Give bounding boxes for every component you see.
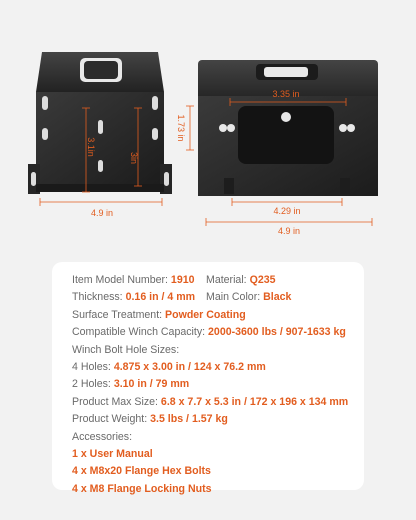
- accessories-label: Accessories:: [72, 430, 133, 443]
- spec-row-weight: [72, 411, 364, 428]
- accessory-hex-bolts: 4 x M8x20 Flange Hex Bolts: [72, 465, 211, 478]
- thickness-label: Thickness:: [72, 291, 123, 304]
- right-bracket-image: [198, 60, 378, 196]
- left-height-inner-label: 3in: [129, 151, 139, 165]
- spec-row-thickness-color: [72, 289, 364, 306]
- left-height-outer-label: 3.1in: [86, 137, 96, 157]
- hole-sizes-label: Winch Bolt Hole Sizes:: [72, 343, 180, 356]
- accessory-item: [72, 481, 364, 498]
- model-label: Item Model Number:: [72, 274, 168, 286]
- surface-label: Surface Treatment:: [72, 308, 163, 321]
- weight-label: Product Weight:: [72, 413, 148, 426]
- spec-row-max-size: [72, 394, 364, 411]
- four-holes-label: 4 Holes:: [72, 361, 111, 374]
- two-holes-value: 3.10 in / 79 mm: [113, 378, 190, 391]
- color-label: Main Color:: [206, 291, 261, 304]
- accessory-user-manual: 1 x User Manual: [72, 448, 153, 461]
- spec-row-four-holes: [72, 359, 364, 376]
- spec-row-accessories: [72, 429, 364, 446]
- accessory-locking-nuts: 4 x M8 Flange Locking Nuts: [72, 482, 212, 495]
- max-size-label: Product Max Size:: [72, 395, 158, 408]
- right-outer-width-label: 4.9 in: [277, 226, 301, 236]
- spec-row-hole-sizes: [72, 342, 364, 359]
- right-inner-width-label: 4.29 in: [273, 206, 301, 216]
- four-holes-value: 4.875 x 3.00 in / 124 x 76.2 mm: [113, 361, 266, 374]
- spec-row-two-holes: [72, 376, 364, 393]
- left-bracket-image: [28, 52, 172, 194]
- specifications-card: [52, 262, 364, 495]
- model-value: 1910: [170, 274, 195, 286]
- product-dimension-figure: [0, 0, 416, 250]
- right-height-label: 1.73 in: [176, 114, 186, 142]
- surface-value: Powder Coating: [165, 308, 246, 321]
- material-value: Q235: [249, 274, 276, 286]
- spec-row-surface: [72, 307, 364, 324]
- two-holes-label: 2 Holes:: [72, 378, 111, 391]
- right-top-width-label: 3.35 in: [272, 89, 300, 99]
- left-width-label: 4.9 in: [90, 208, 114, 218]
- material-label: Material:: [206, 274, 247, 286]
- spec-row-capacity: [72, 324, 364, 341]
- weight-value: 3.5 lbs / 1.57 kg: [150, 413, 228, 426]
- capacity-label: Compatible Winch Capacity:: [72, 326, 206, 339]
- max-size-value: 6.8 x 7.7 x 5.3 in / 172 x 196 x 134 mm: [160, 395, 349, 408]
- accessory-item: [72, 446, 364, 463]
- capacity-value: 2000-3600 lbs / 907-1633 kg: [208, 326, 346, 339]
- thickness-value: 0.16 in / 4 mm: [125, 291, 196, 304]
- accessory-item: [72, 463, 364, 480]
- spec-row-model-material: [72, 272, 364, 289]
- color-value: Black: [263, 291, 292, 304]
